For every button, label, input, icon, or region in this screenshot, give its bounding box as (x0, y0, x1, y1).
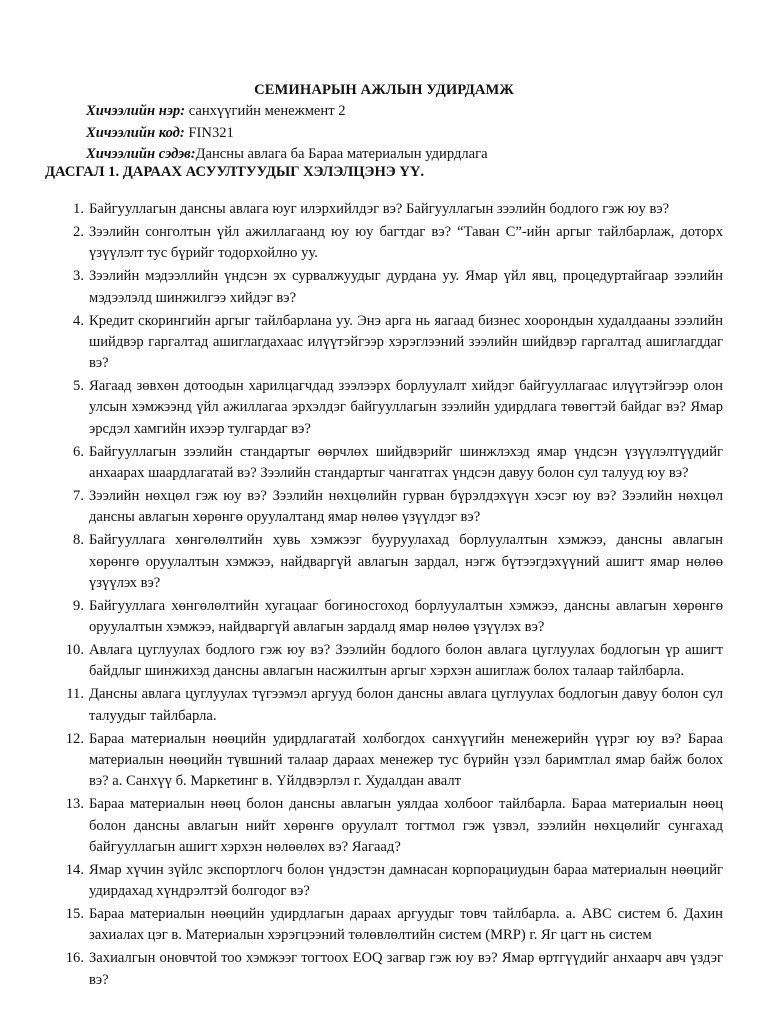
list-item (0, 442, 723, 485)
question-number: 13. (65, 796, 84, 813)
course-topic-label: Хичээлийн сэдэв: (86, 146, 196, 162)
list-item (0, 640, 723, 683)
question-number: 5. (73, 378, 84, 395)
list-item (0, 486, 723, 529)
list-item (0, 376, 723, 440)
list-item (0, 530, 723, 594)
question-text: Байгууллага хөнгөлөлтийн хувь хэмжээг бууруулахад борлуулалтын хэмжээ, дансны авлагын хөрөнгө оруулалтын хэмжээ, найдваргүй авлагын зардал, нэгж бүтээгдэхүүний ашигт ямар нөлөө үзүүлэх вэ? (89, 532, 723, 591)
list-item (0, 948, 723, 991)
course-code-value: FIN321 (184, 125, 234, 141)
course-code-label: Хичээлийн код: (86, 125, 185, 141)
question-number: 6. (73, 443, 84, 460)
course-code-line (86, 124, 234, 142)
course-topic-value: Дансны авлага ба Бараа материалын удирдлага (195, 146, 488, 162)
question-text: Зээлийн нөхцөл гэж юу вэ? Зээлийн нөхцөлийн гурван бүрэлдэхүүн хэсэг юу вэ? Зээлийн нөхцөл дансны авлагын хөрөнгө оруулалтанд ямар нөлөө үзүүлдэг вэ? (89, 487, 723, 526)
question-text: Зээлийн мэдээллийн үндсэн эх сурвалжуудыг дурдана уу. Ямар үйл явц, процедуртайгаар зээлийн мэдээлэлд шинжилгээ хийдэг вэ? (89, 268, 723, 306)
question-text: Бараа материалын нөөцийн удирдлагын дараах аргуудыг товч тайлбарла. а. ABC систем б. Дахин захиалах цэг в. Материалын хэрэгцээний төлөвлөлтийн систем (MRP) г. Яг цагт нь систем (89, 906, 723, 944)
question-text: Дансны авлага цуглуулах түгээмэл аргууд болон дансны авлага цуглуулах бодлогын давуу болон сул талуудыг тайлбарла. (89, 686, 723, 724)
list-item (0, 596, 723, 639)
list-item (0, 266, 723, 309)
question-text: Байгууллагын дансны авлага юуг илэрхийлдэг вэ? Байгууллагын зээлийн бодлого гэж юу вэ? (89, 201, 670, 217)
question-text: Бараа материалын нөөцийн удирдлагатай холбогдох санхүүгийн менежерийн үүрэг юу вэ? Бараа материалын нөөцийн түвшний талаар дараах менежер тус бүрийн үзэл баримтлал ямар байж болох вэ? а. Санхүү б. Маркетинг в. Үйлдвэрлэл г. Худалдан авалт (89, 730, 723, 790)
question-text: Авлага цуглуулах бодлого гэж юу вэ? Зээлийн бодлого болон авлага цуглуулах бодлогын үр ашигт байдлыг шинжихэд дансны авлагын насжилтын аргыг хэрхэн ашиглаж болох талаар тайлбарла. (89, 642, 723, 680)
question-text: Захиалгын оновчтой тоо хэмжээг тогтоох EOQ загвар гэж юу вэ? Ямар өртгүүдийг анхаарч авч үздэг вэ? (89, 950, 723, 988)
question-number: 3. (73, 268, 84, 285)
question-number: 15. (65, 906, 84, 923)
list-item (0, 729, 723, 793)
question-number: 8. (73, 532, 84, 549)
section-heading: ДАСГАЛ 1. ДАРААХ АСУУЛТУУДЫГ ХЭЛЭЛЦЭНЭ ҮҮ. (45, 164, 425, 180)
question-text: Бараа материалын нөөц болон дансны авлагын уялдаа холбоог тайлбарла. Бараа материалын нөөц болон дансны авлагын нийт хөрөнгө оруулалт тогтмол гэж үзвэл, зээлийн нөхцөлийг сунгахад байгууллагын ашигт хэрхэн нөлөөлөх вэ? Яагаад? (89, 796, 723, 855)
question-number: 14. (65, 861, 84, 878)
question-number: 10. (65, 642, 84, 659)
list-item (0, 684, 723, 727)
question-text: Ямар хүчин зүйлс экспортлогч болон үндэстэн дамнасан корпорациудын бараа материалын нөөцийг удирдахад хүндрэлтэй болгодог вэ? (89, 861, 723, 900)
question-number: 4. (73, 312, 84, 329)
question-number: 1. (73, 201, 84, 217)
question-text: Байгууллага хөнгөлөлтийн хугацааг богиносгоход борлуулалтын хэмжээ, дансны авлагын хөрөнгө оруулалтын хэмжээ, найдваргүй авлагын зардалд ямар нөлөө үзүүлэх вэ? (89, 597, 723, 636)
question-text: Байгууллагын зээлийн стандартыг өөрчлөх шийдвэрийг шинжлэхэд ямар үндсэн үзүүлэлтүүдийг анхаарах шаардлагатай вэ? Зээлийн стандартыг чангатгах үндсэн давуу болон сул талууд юу вэ? (89, 443, 723, 481)
question-number: 9. (73, 597, 84, 614)
question-number: 7. (73, 487, 84, 504)
question-list (0, 199, 768, 993)
list-item (0, 311, 723, 375)
course-name-label: Хичээлийн нэр: (86, 103, 186, 119)
course-name-line (86, 102, 346, 120)
list-item (0, 860, 723, 903)
question-number: 11. (66, 686, 84, 703)
question-number: 2. (73, 223, 84, 240)
course-topic-line (86, 145, 488, 163)
question-text: Яагаад зөвхөн дотоодын харилцагчдад зээлээрх борлуулалт хийдэг байгууллагаас илүүтэйгээр олон улсын хэмжээнд үйл ажиллагаа эрхэлдэг байгууллагын зээлийн удирдлага төвөгтэй байдаг вэ? Ямар эрсдэл хамгийн ихээр тулгардаг вэ? (89, 378, 723, 437)
document-title: СЕМИНАРЫН АЖЛЫН УДИРДАМЖ (254, 82, 514, 98)
question-number: 12. (65, 730, 84, 747)
list-item (0, 199, 723, 220)
list-item (0, 222, 723, 265)
question-number: 16. (65, 950, 84, 967)
course-name-value: санхүүгийн менежмент 2 (185, 103, 346, 119)
list-item (0, 904, 723, 947)
list-item (0, 794, 723, 858)
question-text: Кредит скорингийн аргыг тайлбарлана уу. Энэ арга нь яагаад бизнес хоорондын худалдааны зээлийн шийдвэр гаргалтад ашиглагдахаас илүүтэйгээр хэрэглээний зээлийн шийдвэр гаргалтад ашиглагддаг вэ? (89, 312, 723, 372)
question-text: Зээлийн сонголтын үйл ажиллагаанд юу юу багтдаг вэ? “Таван С”-ийн аргыг тайлбарлаж, доторх үзүүлэлт тус бүрийг тодорхойлно уу. (89, 223, 723, 262)
